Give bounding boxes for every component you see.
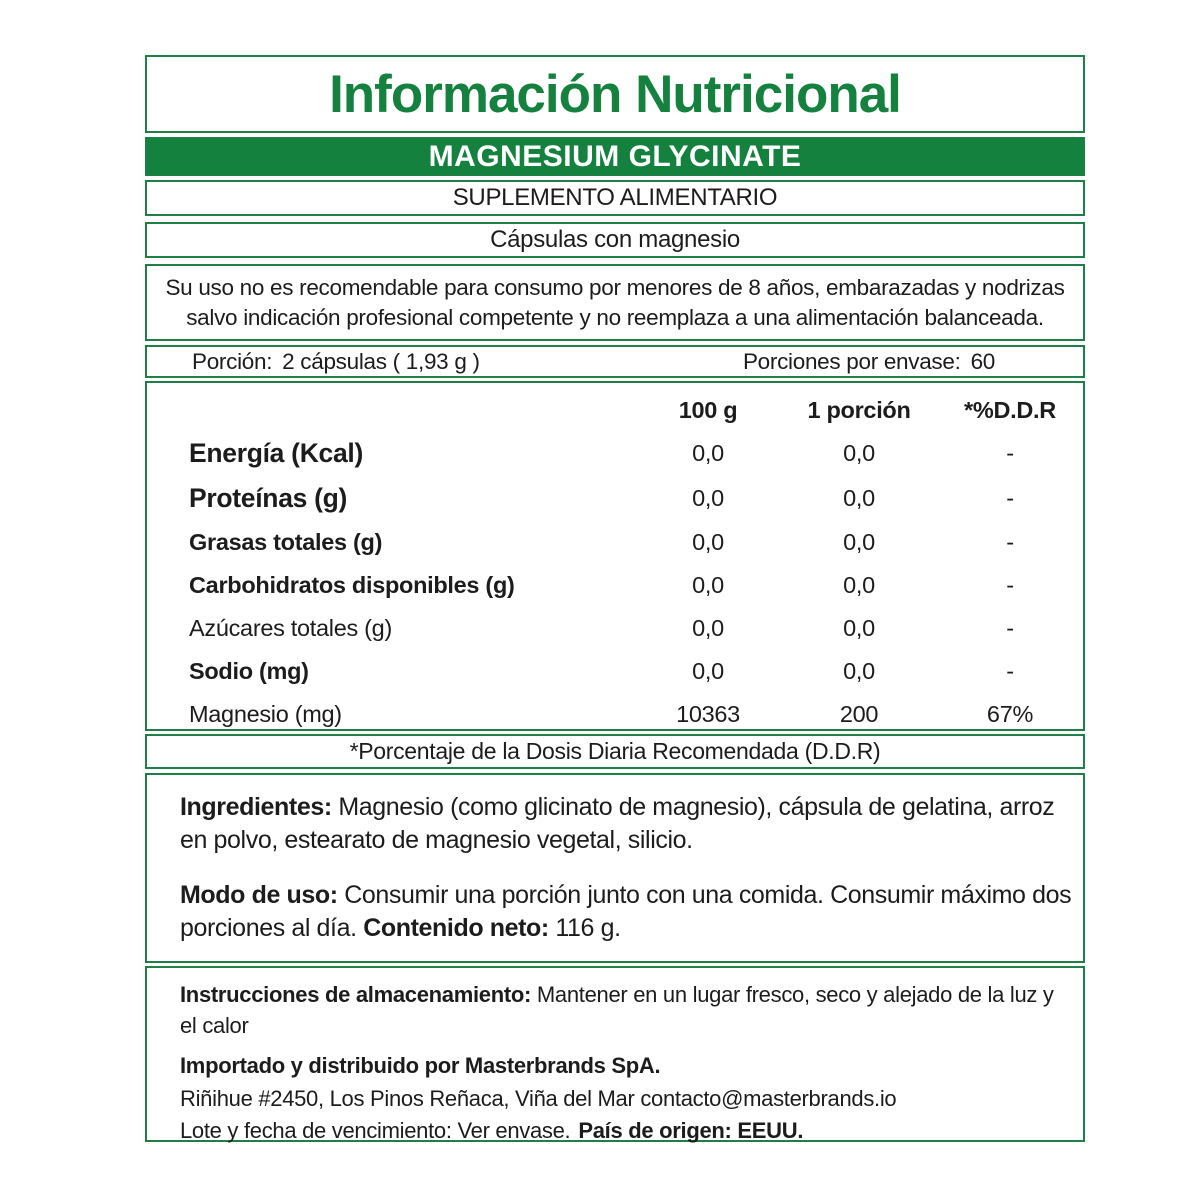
nutrient-label: Proteínas (g) <box>189 483 348 513</box>
value-ddr: - <box>1006 485 1014 511</box>
value-portion: 200 <box>839 701 879 727</box>
table-row <box>147 521 1083 564</box>
net-content-label: Contenido neto: <box>363 913 549 942</box>
page-title: Información Nutricional <box>329 64 901 124</box>
table-row <box>147 431 1083 476</box>
nutrition-table <box>145 381 1085 731</box>
value-portion: 0,0 <box>843 658 875 684</box>
header-ddr: *%D.D.R <box>964 396 1056 423</box>
title-box <box>145 55 1085 133</box>
servings-per-container <box>743 349 995 375</box>
nutrient-label: Carbohidratos disponibles (g) <box>189 572 515 598</box>
value-ddr: - <box>1006 529 1014 555</box>
storage-label: Instrucciones de almacenamiento: <box>180 982 532 1007</box>
usage-paragraph <box>180 879 1073 946</box>
nutrient-label: Energía (Kcal) <box>189 438 363 468</box>
product-name: MAGNESIUM GLYCINATE <box>428 139 802 173</box>
header-portion: 1 porción <box>807 396 911 423</box>
value-100g: 0,0 <box>692 485 724 511</box>
importer-address: Riñihue #2450, Los Pinos Reñaca, Viña del Mar contacto@masterbrands.io <box>180 1085 897 1111</box>
value-portion: 0,0 <box>843 572 875 598</box>
origin-text: País de origen: EEUU. <box>578 1118 804 1144</box>
lot-text: Lote y fecha de vencimiento: Ver envase. <box>180 1118 571 1144</box>
nutrient-label: Magnesio (mg) <box>189 701 342 727</box>
storage-importer-box <box>145 966 1085 1142</box>
value-portion: 0,0 <box>843 529 875 555</box>
table-row <box>147 693 1083 736</box>
portion-size <box>192 349 480 375</box>
serving-row <box>145 345 1085 378</box>
nutrient-label: Grasas totales (g) <box>189 529 383 555</box>
nutrient-label: Azúcares totales (g) <box>189 615 392 641</box>
product-description-box <box>145 222 1085 258</box>
value-ddr: 67% <box>986 701 1034 727</box>
usage-text: Consumir una porción junto con una comida. Consumir máximo dos porciones al día. <box>180 880 1072 942</box>
nutrition-label <box>145 55 1085 1142</box>
value-100g: 0,0 <box>692 529 724 555</box>
value-100g: 0,0 <box>692 572 724 598</box>
ingredients-paragraph <box>180 791 1073 858</box>
ingredients-label: Ingredientes: <box>180 793 332 821</box>
net-content-value: 116 g. <box>555 913 621 942</box>
table-row <box>147 607 1083 650</box>
value-100g: 0,0 <box>692 440 724 466</box>
table-header-row <box>147 389 1083 431</box>
value-portion: 0,0 <box>843 440 875 466</box>
value-100g: 0,0 <box>692 615 724 641</box>
lot-origin-line <box>180 1115 1073 1147</box>
value-portion: 0,0 <box>843 485 875 511</box>
value-ddr: - <box>1006 440 1014 466</box>
warning-text: Su uso no es recomendable para consumo por menores de 8 años, embarazadas y nodrizas salvo indicación profesional competente y no reemplaza a una alimentación balanceada. <box>165 274 1065 330</box>
table-row <box>147 650 1083 693</box>
value-ddr: - <box>1006 658 1014 684</box>
ddr-footnote: *Porcentaje de la Dosis Diaria Recomendada (D.D.R) <box>349 738 881 764</box>
importer-line: Importado y distribuido por Masterbrands SpA. <box>180 1053 661 1079</box>
ddr-footnote-box <box>145 734 1085 769</box>
storage-text: Mantener en un lugar fresco, seco y alejado de la luz y el calor <box>180 982 1054 1039</box>
nutrient-label: Sodio (mg) <box>189 658 309 684</box>
product-banner <box>145 137 1085 176</box>
product-description: Cápsulas con magnesio <box>490 226 740 253</box>
supplement-type-box <box>145 180 1085 216</box>
usage-label: Modo de uso: <box>180 880 338 909</box>
header-100g: 100 g <box>678 396 738 423</box>
ingredients-text: Magnesio (como glicinato de magnesio), cápsula de gelatina, arroz en polvo, estearato de magnesio vegetal, silicio. <box>180 793 1055 855</box>
servings-label: Porciones por envase: <box>742 348 961 374</box>
portion-value: 2 cápsulas ( 1,93 g ) <box>282 348 480 374</box>
servings-value: 60 <box>970 348 995 374</box>
value-ddr: - <box>1006 615 1014 641</box>
table-row <box>147 564 1083 607</box>
storage-paragraph <box>180 979 1073 1041</box>
value-100g: 10363 <box>676 701 740 727</box>
supplement-type: SUPLEMENTO ALIMENTARIO <box>452 184 778 211</box>
warning-box <box>145 264 1085 341</box>
value-ddr: - <box>1006 572 1014 598</box>
value-portion: 0,0 <box>843 615 875 641</box>
value-100g: 0,0 <box>692 658 724 684</box>
ingredients-usage-box <box>145 773 1085 963</box>
portion-label: Porción: <box>192 348 273 374</box>
table-row <box>147 476 1083 521</box>
